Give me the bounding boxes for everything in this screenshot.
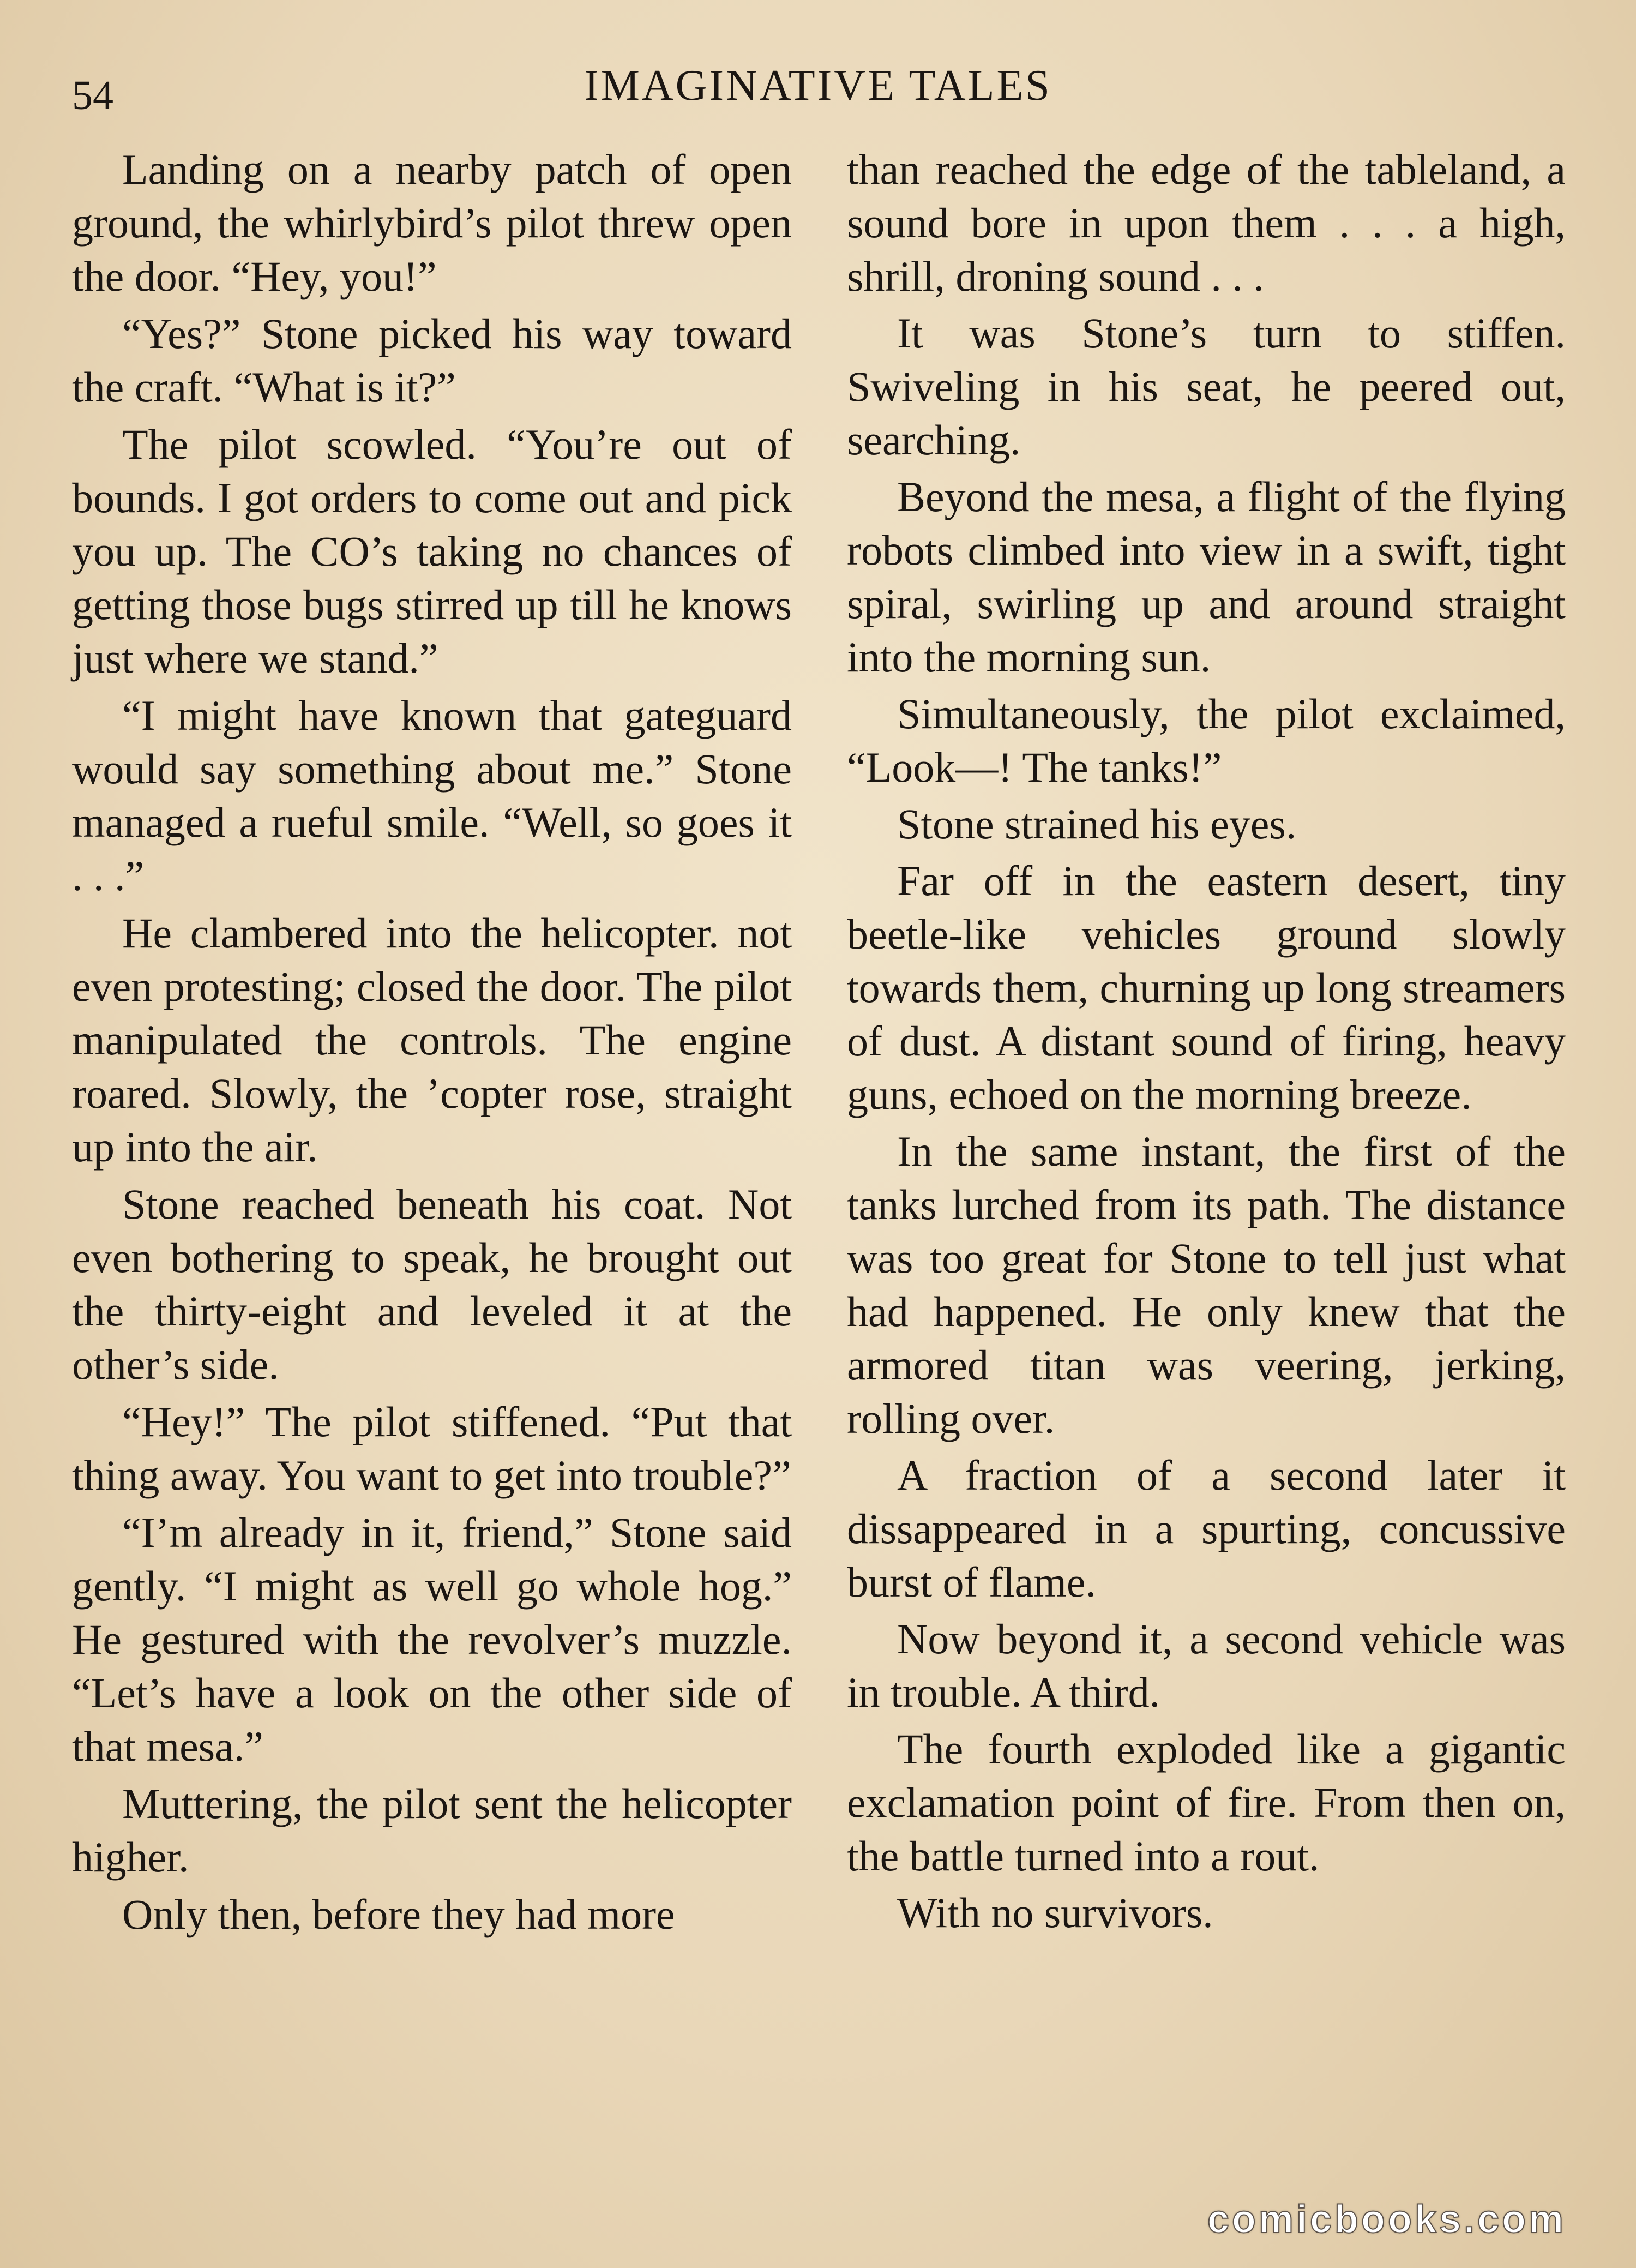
watermark: comicbooks.com <box>1207 2198 1566 2241</box>
paragraph: “I’m already in it, friend,” Stone said gently. “I might as well go whole hog.” He gestured with the revolver’s muzzle. “Let’s have a look on the other side of that mesa.” <box>72 1509 792 1770</box>
paragraph: The fourth exploded like a gigantic exclamation point of fire. From then on, the battle turned into a rout. <box>847 1725 1566 1880</box>
page-header <box>0 61 1636 121</box>
left-column <box>72 143 792 1945</box>
paragraph: Now beyond it, a second vehicle was in trouble. A third. <box>847 1615 1566 1716</box>
paragraph: In the same instant, the first of the tanks lurched from its path. The distance was too great for Stone to tell just what had happened. He only knew that the armored titan was veering, jerking, rolling over. <box>847 1127 1566 1442</box>
paragraph: Only then, before they had more <box>122 1891 675 1938</box>
paragraph: Landing on a nearby patch of open ground, the whirlybird’s pilot threw open the door. “Hey, you!” <box>72 146 792 300</box>
paragraph-continued: than reached the edge of the tableland, a sound bore in upon them . . . a high, shrill, droning sound . . . <box>847 146 1566 300</box>
paragraph: Simultaneously, the pilot exclaimed, “Look—! The tanks!” <box>847 690 1566 791</box>
paragraph: Stone strained his eyes. <box>897 800 1297 848</box>
paragraph: Stone reached beneath his coat. Not even bothering to speak, he brought out the thirty-eight and leveled it at the other’s side. <box>72 1180 792 1388</box>
paragraph: He clambered into the helicopter. not even protesting; closed the door. The pilot manipulated the controls. The engine roared. Slowly, the ’copter rose, straight up into the air. <box>72 909 792 1171</box>
paragraph: Beyond the mesa, a flight of the flying robots climbed into view in a swift, tight spiral, swirling up and around straight into the morning sun. <box>847 473 1566 681</box>
paragraph: “I might have known that gateguard would say something about me.” Stone managed a rueful smile. “Well, so goes it . . .” <box>72 692 792 899</box>
paragraph: “Hey!” The pilot stiffened. “Put that thing away. You want to get into trouble?” <box>72 1398 792 1499</box>
paragraph: Muttering, the pilot sent the helicopter higher. <box>72 1780 792 1881</box>
page-number: 54 <box>72 73 113 118</box>
running-title: IMAGINATIVE TALES <box>584 62 1052 110</box>
paragraph: It was Stone’s turn to stiffen. Swiveling in his seat, he peered out, searching. <box>847 309 1566 464</box>
paragraph: “Yes?” Stone picked his way toward the craft. “What is it?” <box>72 310 792 411</box>
paragraph: A fraction of a second later it dissappeared in a spurting, concussive burst of flame. <box>847 1451 1566 1606</box>
paragraph: Far off in the eastern desert, tiny beetle-like vehicles ground slowly towards them, churning up long streamers of dust. A distant sound of firing, heavy guns, echoed on the morning breeze. <box>847 857 1566 1118</box>
paragraph: The pilot scowled. “You’re out of bounds. I got orders to come out and pick you up. The CO’s taking no chances of getting those bugs stirred up till he knows just where we stand.” <box>72 421 792 682</box>
right-column <box>847 143 1566 1943</box>
paragraph: With no survivors. <box>897 1889 1213 1936</box>
